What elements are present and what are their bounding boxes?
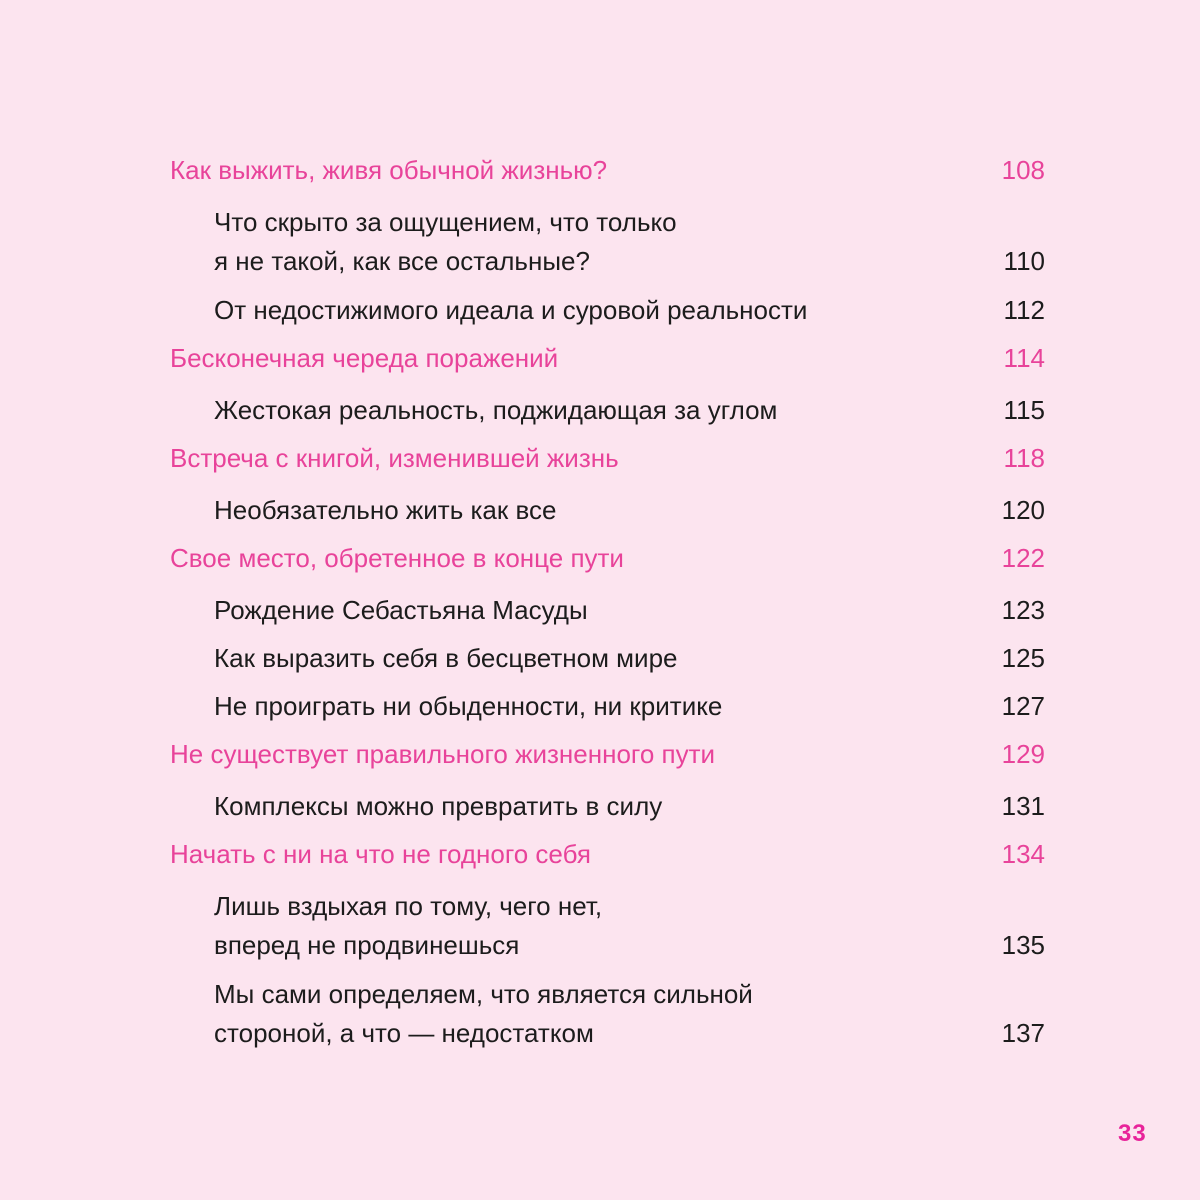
entry-page-number: 135 [1001,930,1045,960]
entry-title: Лишь вздыхая по тому, чего нет, вперед не продвинешься [214,891,603,960]
toc-chapter-entry[interactable] [170,339,1045,378]
entry-page-number: 110 [1003,246,1045,276]
entry-page-number: 118 [1003,443,1045,473]
entry-page-number: 122 [1001,543,1045,573]
entry-page-number: 134 [1001,839,1045,869]
entry-title: Необязательно жить как все [214,495,557,525]
entry-title: Как выразить себя в бесцветном мире [214,643,678,673]
toc-chapter-entry[interactable] [170,835,1045,874]
entry-title: Жестокая реальность, поджидающая за углом [214,395,778,425]
entry-title: Как выжить, живя обычной жизнью? [170,155,608,185]
entry-title: Свое место, обретенное в конце пути [170,543,624,573]
toc-chapter-entry[interactable] [170,151,1045,190]
toc-section-entry[interactable] [214,203,1045,281]
entry-page-number: 108 [1001,155,1045,185]
entry-page-number: 131 [1001,791,1045,821]
entry-title: Бесконечная череда поражений [170,343,559,373]
entry-title: Встреча с книгой, изменившей жизнь [170,443,619,473]
entry-page-number: 120 [1001,495,1045,525]
page-number-folio: 33 [1118,1120,1147,1147]
entry-title: Что скрыто за ощущением, что только я не такой, как все остальные? [214,207,677,276]
entry-title: Комплексы можно превратить в силу [214,791,663,821]
entry-page-number: 127 [1001,691,1045,721]
toc-section-entry[interactable] [214,591,1045,630]
entry-page-number: 123 [1001,595,1045,625]
toc-section-entry[interactable] [214,687,1045,726]
toc-section-entry[interactable] [214,291,1045,330]
entry-title: От недостижимого идеала и суровой реальности [214,295,808,325]
entry-page-number: 137 [1001,1018,1045,1048]
entry-title: Не проиграть ни обыденности, ни критике [214,691,723,721]
entry-title: Мы сами определяем, что является сильной стороной, а что — недостатком [214,979,753,1048]
entry-page-number: 125 [1001,643,1045,673]
toc-chapter-entry[interactable] [170,539,1045,578]
entry-page-number: 115 [1003,395,1045,425]
entry-page-number: 112 [1003,295,1045,325]
entry-page-number: 114 [1003,343,1045,373]
toc-section-entry[interactable] [214,787,1045,826]
entry-title: Начать с ни на что не годного себя [170,839,591,869]
toc-section-entry[interactable] [214,391,1045,430]
toc-section-entry[interactable] [214,639,1045,678]
entry-title: Не существует правильного жизненного пути [170,739,716,769]
entry-page-number: 129 [1001,739,1045,769]
toc-section-entry[interactable] [214,887,1045,965]
entry-title: Рождение Себастьяна Масуды [214,595,588,625]
toc-chapter-entry[interactable] [170,735,1045,774]
toc-section-entry[interactable] [214,491,1045,530]
toc-section-entry[interactable] [214,975,1045,1053]
toc-chapter-entry[interactable] [170,439,1045,478]
